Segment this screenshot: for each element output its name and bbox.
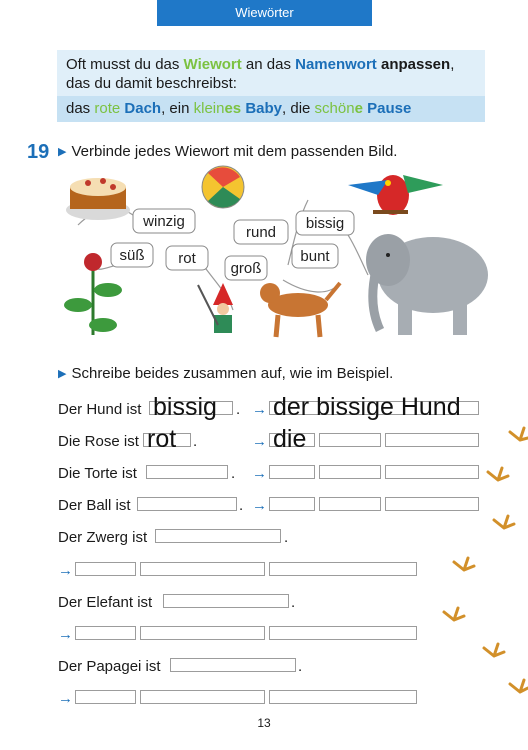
answer-box-papagei[interactable] [170, 658, 296, 672]
row-label-hund: Der Hund ist [58, 401, 142, 418]
rule-example: das rote Dach, ein kleines Baby, die schöne Pause [57, 96, 485, 122]
instruction-connect: ▶ Verbinde jedes Wiewort mit dem passenden Bild. [58, 143, 398, 160]
phrase-box-elefant-3[interactable] [269, 626, 417, 640]
rule-box [57, 50, 485, 122]
phrase-box-rose-2[interactable] [319, 433, 381, 447]
answer-rose: rot [147, 425, 177, 453]
phrase-box-papagei-1[interactable] [75, 690, 136, 704]
arrow-icon: → [252, 497, 267, 514]
word-bissig: bissig [305, 215, 345, 232]
keyword-anpassen: anpassen [376, 56, 451, 73]
keyword-namenwort: Namenwort [295, 56, 377, 73]
instruction-write: ▶ Schreibe beides zusammen auf, wie im Beispiel. [58, 365, 394, 382]
row-label-papagei: Der Papagei ist [58, 658, 161, 675]
answer-box-ball[interactable] [137, 497, 237, 511]
word-bunt: bunt [300, 248, 330, 265]
section-header: Wiewörter [157, 0, 372, 26]
dwarf-picture [198, 283, 233, 333]
arrow-icon: → [58, 690, 73, 707]
word-bubbles [111, 209, 354, 280]
arrow-icon: → [252, 401, 267, 418]
word-suess: süß [119, 247, 145, 264]
cake-picture [66, 178, 130, 220]
row-label-zwerg: Der Zwerg ist [58, 529, 148, 546]
row-label-ball: Der Ball ist [58, 497, 131, 514]
phrase-box-torte-2[interactable] [319, 465, 381, 479]
row-label-torte: Die Torte ist [58, 465, 137, 482]
word-rot: rot [178, 250, 196, 267]
triangle-icon: ▶ [58, 368, 67, 380]
keyword-wiewort: Wiewort [183, 56, 242, 73]
phrase-box-zwerg-1[interactable] [75, 562, 136, 576]
phrase-box-papagei-3[interactable] [269, 690, 417, 704]
word-rund: rund [245, 224, 277, 241]
arrow-icon: → [252, 465, 267, 482]
exercise-number: 19 [27, 141, 50, 163]
ball-picture [202, 166, 244, 208]
answer-box-torte[interactable] [146, 465, 228, 479]
answer-hund: bissig [153, 393, 217, 421]
phrase-hund: der bissige Hund [273, 393, 461, 421]
arrow-icon: → [58, 562, 73, 579]
parrot-picture [348, 175, 443, 215]
phrase-box-ball-1[interactable] [269, 497, 315, 511]
arrow-icon: → [252, 433, 267, 450]
word-gross: groß [230, 260, 262, 277]
phrase-rose: die [273, 425, 307, 453]
phrase-box-ball-2[interactable] [319, 497, 381, 511]
answer-box-elefant[interactable] [163, 594, 289, 608]
row-label-elefant: Der Elefant ist [58, 594, 153, 611]
matching-illustration [58, 165, 498, 345]
bird-tracks-decoration [430, 420, 528, 720]
elephant-picture [366, 234, 488, 335]
rule-text: Oft musst du das Wiewort an das Namenwort anpassen, das du damit beschreibst: [57, 50, 485, 96]
triangle-icon: ▶ [58, 146, 67, 158]
row-label-rose: Die Rose ist [58, 433, 139, 450]
phrase-box-torte-1[interactable] [269, 465, 315, 479]
phrase-box-papagei-2[interactable] [140, 690, 265, 704]
page-number: 13 [257, 716, 271, 730]
phrase-box-elefant-1[interactable] [75, 626, 136, 640]
answer-box-zwerg[interactable] [155, 529, 281, 543]
phrase-box-zwerg-3[interactable] [269, 562, 417, 576]
phrase-box-elefant-2[interactable] [140, 626, 265, 640]
phrase-box-zwerg-2[interactable] [140, 562, 265, 576]
arrow-icon: → [58, 626, 73, 643]
word-winzig: winzig [143, 213, 185, 230]
